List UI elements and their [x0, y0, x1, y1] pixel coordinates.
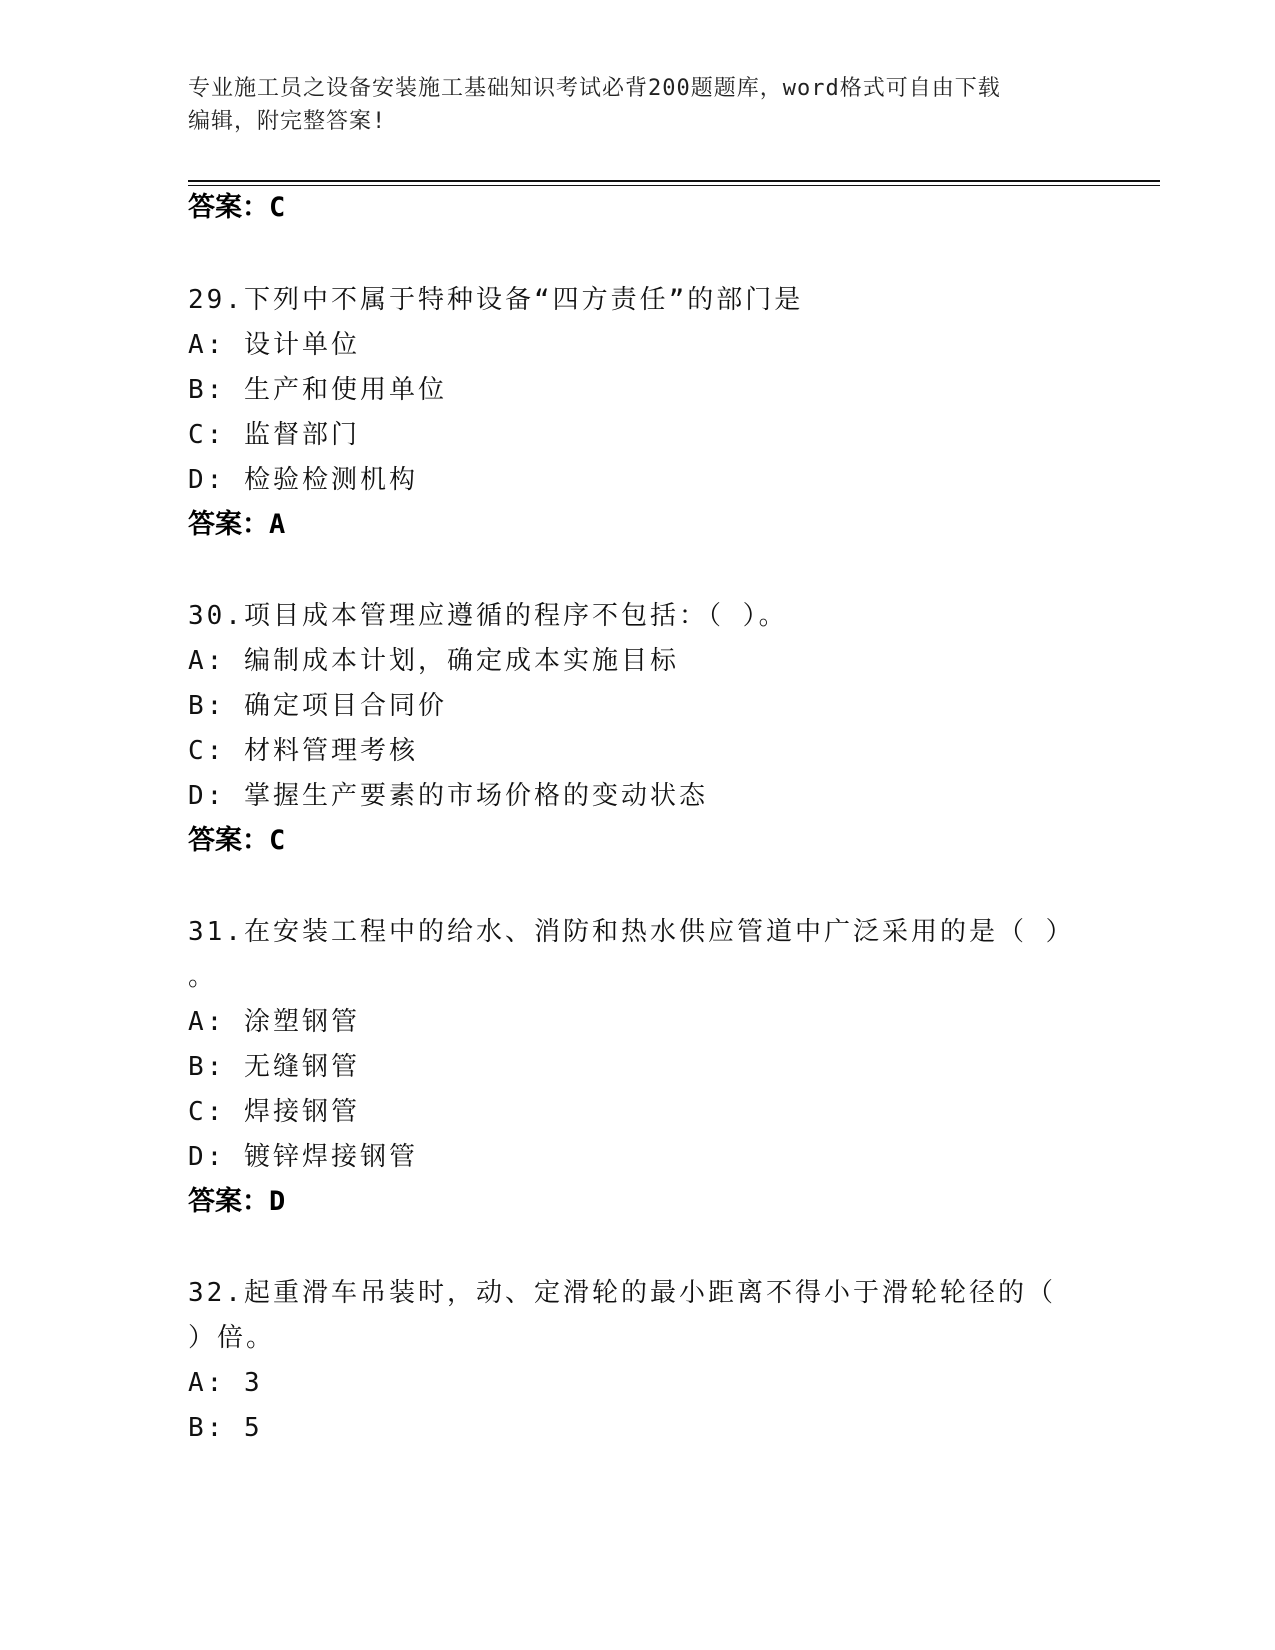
question-30-option-d: D: 掌握生产要素的市场价格的变动状态 — [188, 781, 708, 811]
question-31-stem-line-2: 。 — [188, 962, 218, 992]
question-31-option-b: B: 无缝钢管 — [188, 1052, 360, 1082]
question-32-stem-line-1: 32.起重滑车吊装时，动、定滑轮的最小距离不得小于滑轮轮径的（ — [188, 1278, 1056, 1308]
header-line-2: 编辑，附完整答案! — [188, 109, 387, 134]
question-29-stem: 29.下列中不属于特种设备“四方责任”的部门是 — [188, 285, 804, 315]
question-32-stem-line-2: ）倍。 — [188, 1323, 276, 1353]
question-32-option-a: A: 3 — [188, 1368, 263, 1398]
question-29-option-d: D: 检验检测机构 — [188, 465, 418, 495]
question-32-option-b: B: 5 — [188, 1413, 263, 1443]
question-31-option-a: A: 涂塑钢管 — [188, 1007, 360, 1037]
question-30-option-c: C: 材料管理考核 — [188, 736, 418, 766]
question-31-option-d: D: 镀锌焊接钢管 — [188, 1142, 418, 1172]
header-line-1: 专业施工员之设备安装施工基础知识考试必背200题题库，word格式可自由下载 — [188, 76, 1001, 101]
question-30-option-a: A: 编制成本计划，确定成本实施目标 — [188, 646, 679, 676]
question-30-option-b: B: 确定项目合同价 — [188, 691, 447, 721]
question-29-option-a: A: 设计单位 — [188, 330, 360, 360]
header-divider-thick — [188, 180, 1160, 182]
question-29-option-c: C: 监督部门 — [188, 420, 360, 450]
question-31-option-c: C: 焊接钢管 — [188, 1097, 360, 1127]
answer-prev: 答案：C — [188, 192, 286, 223]
question-31-stem-line-1: 31.在安装工程中的给水、消防和热水供应管道中广泛采用的是（ ） — [188, 917, 1075, 947]
header-divider-thin — [188, 185, 1160, 186]
document-header — [188, 72, 1088, 138]
question-31-answer: 答案：D — [188, 1186, 286, 1217]
question-29-answer: 答案：A — [188, 509, 286, 540]
question-30-stem: 30.项目成本管理应遵循的程序不包括：（ ）。 — [188, 601, 788, 631]
question-30-answer: 答案：C — [188, 825, 286, 856]
question-29-option-b: B: 生产和使用单位 — [188, 375, 447, 405]
